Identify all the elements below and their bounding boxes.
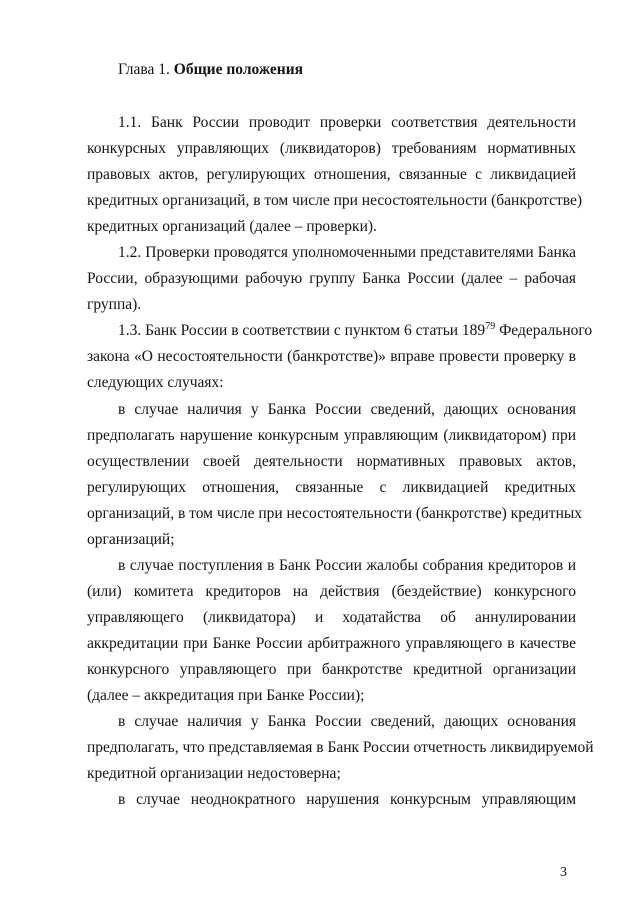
case-2-line-4: аккредитации при Банке России арбитражного управляющего в качестве [87,635,576,652]
paragraph-1-3-text-a: 1.3. Банк России в соответствии с пунктом 6 статьи 189 [118,322,486,339]
case-4-line-1: в случае неоднократного нарушения конкурсным управляющим [118,791,576,808]
case-1-line-4: регулирующих отношения, связанные с ликвидацией кредитных [87,479,576,496]
case-3-line-2: предполагать, что представляемая в Банк России отчетность ликвидируемой [87,739,594,756]
article-superscript: 79 [485,321,496,332]
paragraph-1-1-line-3: правовых актов, регулирующих отношения, связанные с ликвидацией [87,166,576,183]
paragraph-1-2-line-3: группа). [87,296,142,313]
chapter-prefix: Глава 1. [118,61,174,78]
paragraph-1-2-line-2: России, образующими рабочую группу Банка России (далее – рабочая [87,270,576,287]
case-3-line-3: кредитной организации недостоверна; [87,765,341,782]
case-2-line-1: в случае поступления в Банк России жалобы собрания кредиторов и [118,557,576,574]
page-number: 3 [560,865,567,880]
case-1-line-1: в случае наличия у Банка России сведений, дающих основания [118,401,576,418]
chapter-title: Общие положения [173,61,304,78]
case-2-line-3: управляющего (ликвидатора) и ходатайства об аннулировании [87,609,576,626]
case-2-line-6: (далее – аккредитация при Банке России); [87,687,365,704]
paragraph-1-1-line-2: конкурсных управляющих (ликвидаторов) требованиям нормативных [87,140,576,157]
paragraph-1-1-line-1: 1.1. Банк России проводит проверки соответствия деятельности [118,114,576,131]
paragraph-1-1-line-5: кредитных организаций (далее – проверки). [87,218,377,235]
paragraph-1-3-line-2: закона «О несостоятельности (банкротстве)» вправе провести проверку в [87,348,576,365]
case-2-line-2: (или) комитета кредиторов на действия (бездействие) конкурсного [87,583,576,600]
paragraph-1-1-line-4: кредитных организаций, в том числе при несостоятельности (банкротстве) [87,192,583,209]
paragraph-1-2-line-1: 1.2. Проверки проводятся уполномоченными представителями Банка [118,244,576,261]
case-1-line-6: организаций; [87,531,175,548]
paragraph-1-3-line-1 [118,321,592,341]
paragraph-1-3-line-3: следующих случаях: [87,374,224,391]
case-1-line-3: осуществлении своей деятельности нормативных правовых актов, [87,453,576,470]
paragraph-1-3-text-b: Федерального [495,322,593,339]
case-3-line-1: в случае наличия у Банка России сведений, дающих основания [118,713,576,730]
case-2-line-5: конкурсного управляющего при банкротстве кредитной организации [87,661,576,678]
case-1-line-5: организаций, в том числе при несостоятельности (банкротстве) кредитных [87,505,583,522]
chapter-heading [118,60,303,80]
case-1-line-2: предполагать нарушение конкурсным управляющим (ликвидатором) при [87,427,576,444]
